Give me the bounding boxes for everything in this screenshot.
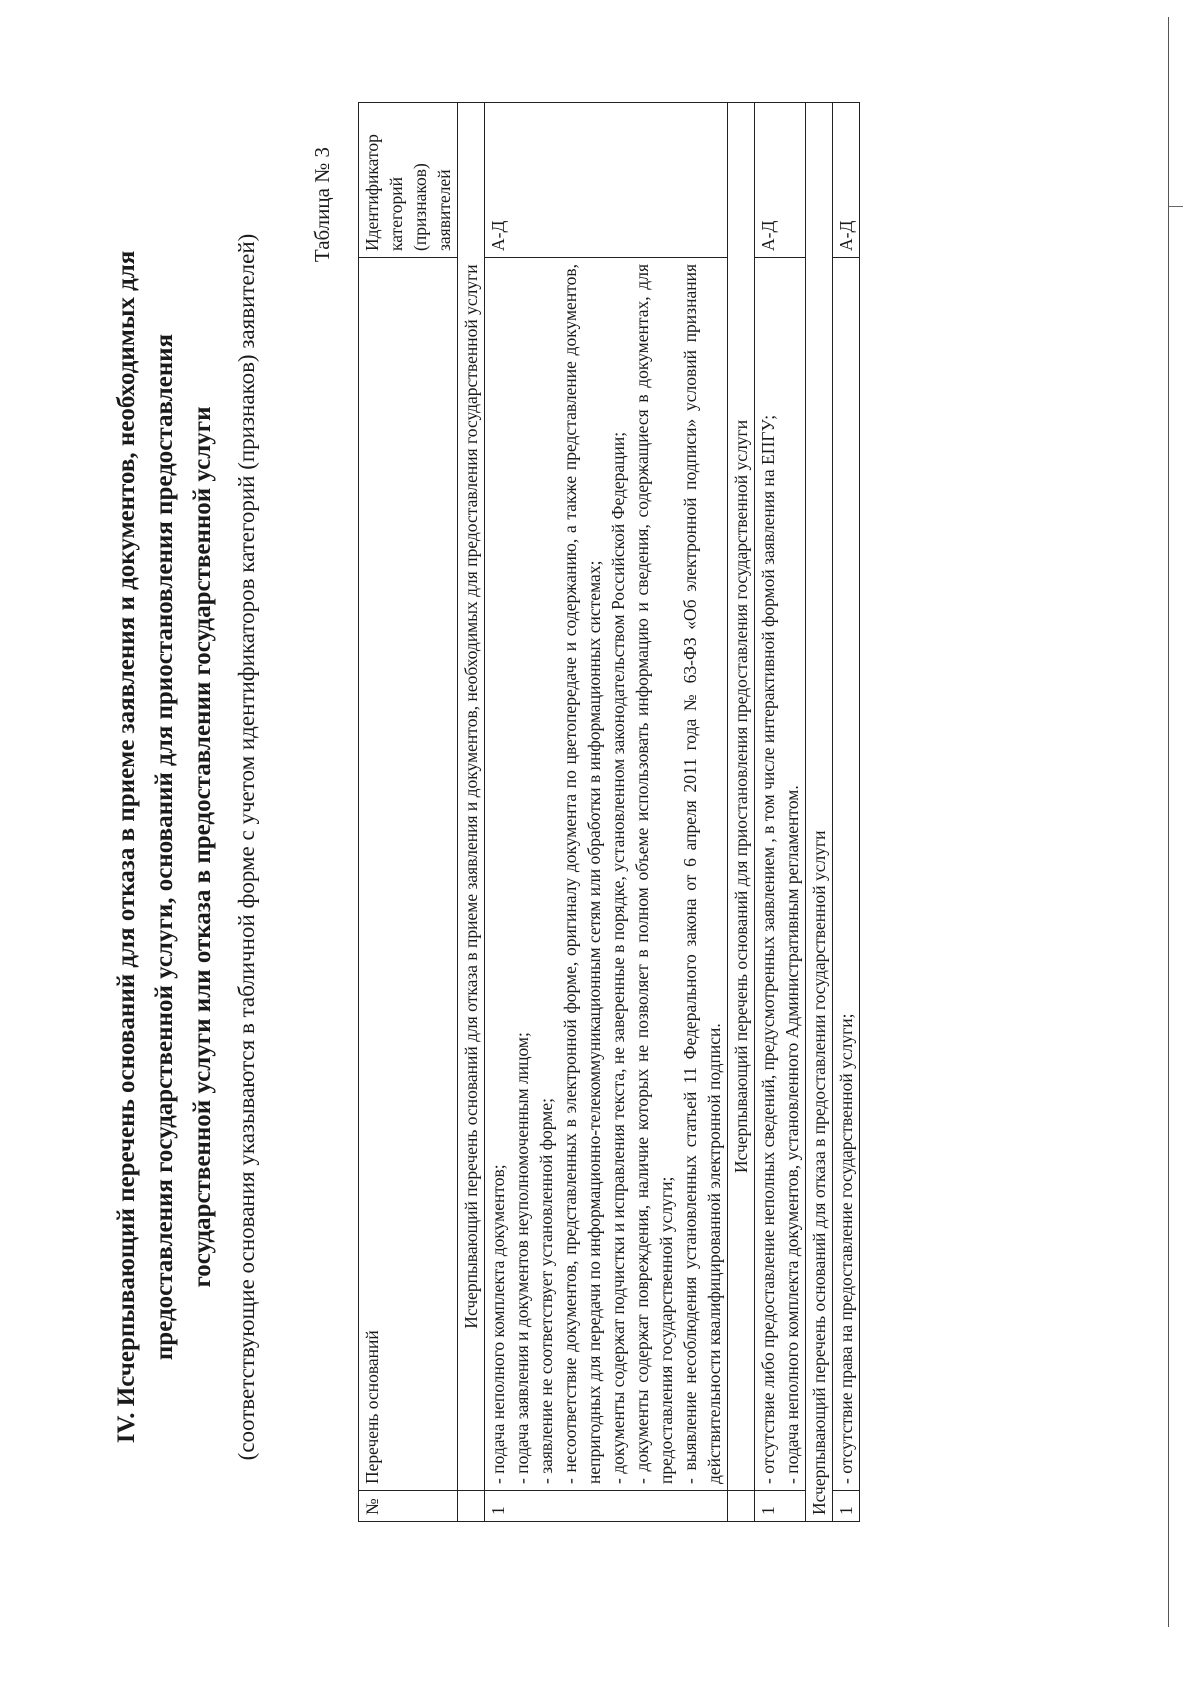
table-row xyxy=(755,103,806,1522)
table-row xyxy=(833,103,860,1522)
section3-title: Исчерпывающий перечень оснований для отказа в предоставлении государственной услуги xyxy=(806,103,833,1522)
grounds-table xyxy=(358,102,860,1522)
list-item: - отсутствие либо предоставление неполных сведений, предусмотренных заявлением , в том числе интерактивной формой заявления на ЕПГУ; xyxy=(758,414,778,1484)
row-number: 1 xyxy=(755,1491,806,1522)
heading-line: IV. Исчерпывающий перечень оснований для отказа в приеме заявления и документов, необходимых для xyxy=(113,250,140,1444)
table-header-row xyxy=(359,103,458,1522)
list-item: - заявление не соответствует установленной форме; xyxy=(536,1098,556,1484)
heading-line: предоставления государственной услуги, оснований для приостановления предоставления xyxy=(151,333,178,1361)
list-item: - выявление несоблюдения установленных статьей 11 Федерального закона от 6 апреля 2011 года № 63-ФЗ «Об электронной подписи» условий признания действительности квалифицированной электронной подписи. xyxy=(680,264,724,1484)
row-number: 1 xyxy=(485,1491,728,1522)
row-number: 1 xyxy=(833,1491,860,1522)
section1-title: Исчерпывающий перечень оснований для отказа в приеме заявления и документов, необходимых для предоставления государственной услуги xyxy=(458,103,485,1491)
section-heading xyxy=(108,147,222,1547)
section-title-row xyxy=(458,103,485,1522)
list-item: - подача заявления и документов неуполномоченным лицом; xyxy=(512,1032,532,1484)
grounds-list xyxy=(486,264,726,1484)
scan-edge-line xyxy=(1168,17,1169,1627)
subheading: (соответствующие основания указываются в табличной форме с учетом идентификаторов категорий (признаков) заявителей) xyxy=(234,233,259,1461)
grounds-cell xyxy=(833,258,860,1491)
list-item: - отсутствие права на предоставление государственной услуги; xyxy=(836,1013,856,1484)
identifier-cell: А-Д xyxy=(833,103,860,258)
section2-title: Исчерпывающий перечень оснований для приостановления предоставления государственной услуги xyxy=(728,103,755,1491)
header-identifier: Идентификатор категорий (признаков) заявителей xyxy=(359,103,458,258)
grounds-cell xyxy=(485,258,728,1491)
scan-edge-mark xyxy=(1169,206,1183,207)
list-item: - документы содержат подчистки и исправления текста, не заверенные в порядке, установленном законодательством Российской Федерации; xyxy=(608,431,628,1484)
table-row xyxy=(485,103,728,1522)
list-item: - подача неполного комплекта документов; xyxy=(488,1164,508,1484)
section-title-row xyxy=(728,103,755,1522)
section-title-row xyxy=(806,103,833,1522)
identifier-cell: А-Д xyxy=(755,103,806,258)
list-item: - документы содержат повреждения, наличие которых не позволяет в полном объеме использовать информацию и сведения, содержащиеся в документах, для предоставления государственной услуги; xyxy=(632,264,676,1484)
identifier-cell: А-Д xyxy=(485,103,728,258)
table-number: Таблица № 3 xyxy=(310,147,334,263)
grounds-list xyxy=(834,264,858,1484)
list-item: - несоответствие документов, представленных в электронной форме, оригиналу документа по цветопередаче и содержанию, а также представление документов, непригодных для передачи по информационно-телекоммуникационным сетям или обработки в информационных системах; xyxy=(560,264,604,1484)
list-item: - подача неполного комплекта документов, установленного Административным регламентом. xyxy=(782,785,802,1484)
grounds-cell xyxy=(755,258,806,1491)
header-grounds: Перечень оснований xyxy=(359,258,458,1491)
header-no: № xyxy=(359,1491,458,1522)
heading-line: государственной услуги или отказа в предоставлении государственной услуги xyxy=(189,406,216,1288)
grounds-list xyxy=(756,264,804,1484)
